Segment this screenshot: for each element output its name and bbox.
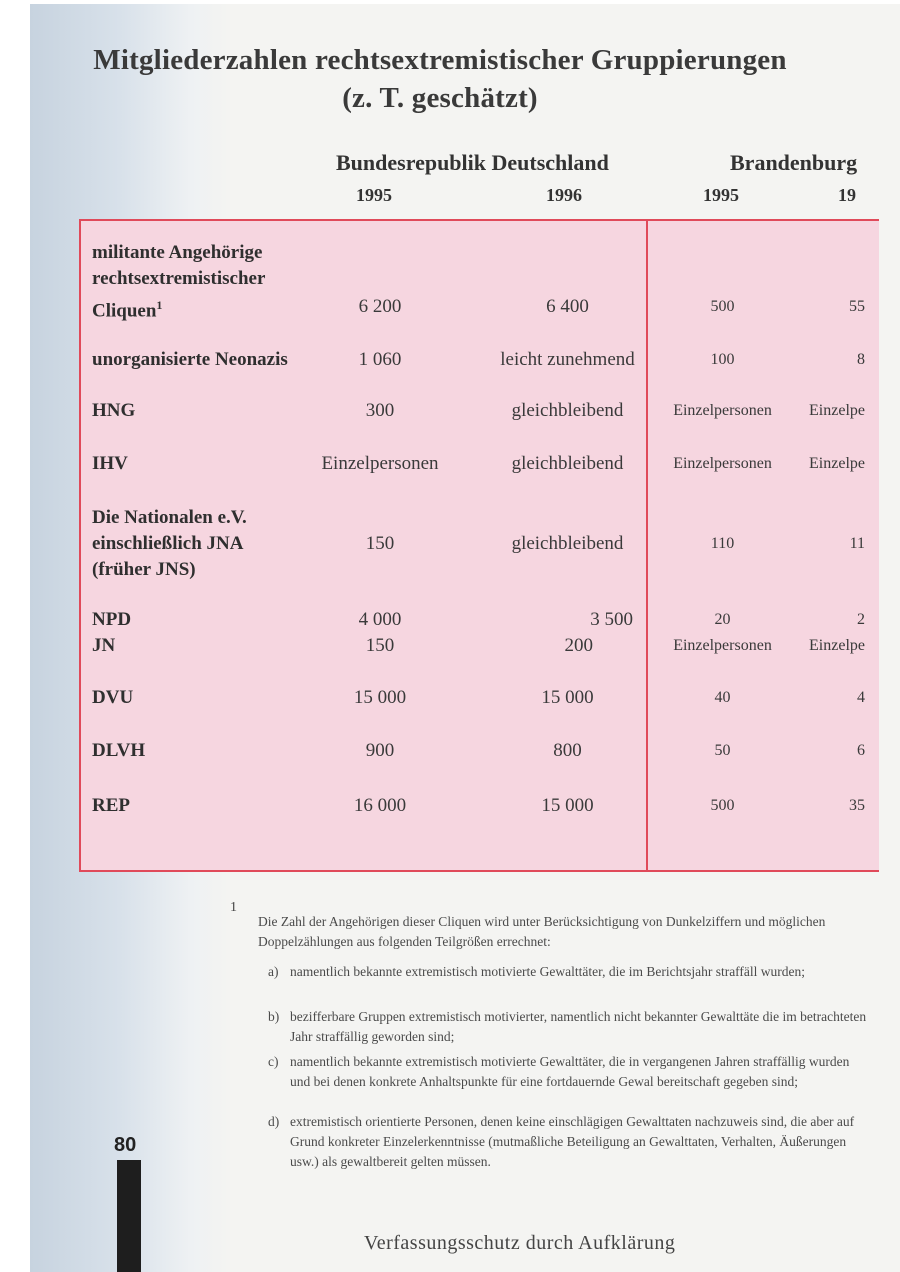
- year-brd-1995: 1995: [356, 185, 392, 205]
- row-label-ihv: IHV: [92, 453, 128, 474]
- table-cell: gleichbleibend: [511, 533, 624, 554]
- table-cell: Einzelpe: [809, 455, 865, 472]
- table-cell: 6 200: [358, 296, 402, 317]
- table-cell: 200: [564, 635, 593, 656]
- table-cell: 3 500: [590, 609, 633, 630]
- table-cell: 40: [714, 689, 731, 706]
- header-brandenburg: Brandenburg: [730, 150, 858, 175]
- row-label-nationalen: Die Nationalen e.V. einschließlich JNA (früher JNS): [92, 507, 247, 580]
- table-cell: gleichbleibend: [511, 453, 624, 474]
- table-cell: 800: [553, 740, 582, 761]
- table-cell: 900: [365, 740, 395, 761]
- row-label-npd: NPD: [92, 609, 132, 630]
- row-label-hng: HNG: [92, 400, 136, 421]
- table-cell: Einzelpersonen: [673, 402, 772, 419]
- table-cell: 100: [710, 351, 735, 368]
- table-cell: 110: [710, 535, 735, 552]
- page-title: Mitgliederzahlen rechtsextremistischer Gruppierungen: [93, 44, 787, 76]
- table-cell: 500: [710, 298, 735, 315]
- table-cell: 55: [849, 298, 865, 315]
- page-subtitle: (z. T. geschätzt): [342, 82, 538, 114]
- table-cell: 35: [849, 797, 865, 814]
- table-cell: 15 000: [541, 795, 594, 816]
- table-cell: 15 000: [353, 687, 407, 708]
- row-label-militante: militante Angehörige rechtsextremistischer Cliquen$^1$: [92, 242, 266, 322]
- table-cell: 150: [365, 533, 395, 554]
- table-cell: 20: [714, 611, 731, 628]
- row-label-dlvh: DLVH: [92, 740, 146, 761]
- table-cell: 16 000: [353, 795, 407, 816]
- table-cell: 50: [714, 742, 731, 759]
- table-cell: 300: [365, 400, 395, 421]
- table-cell: Einzelpersonen: [673, 637, 772, 654]
- table-cell: gleichbleibend: [511, 400, 624, 421]
- table-cell: 150: [365, 635, 395, 656]
- table-cell: 4: [857, 689, 865, 706]
- table-cell: Einzelpe: [809, 402, 865, 419]
- table-cell: Einzelpersonen: [673, 455, 772, 472]
- table-cell: 1 060: [358, 349, 402, 370]
- table-cell: 500: [710, 797, 735, 814]
- table-cell: 2: [857, 611, 865, 628]
- header-brd: Bundesrepublik Deutschland: [336, 150, 609, 175]
- table-cell: Einzelpersonen: [321, 453, 439, 474]
- table-cell: 6: [857, 742, 865, 759]
- page-number: 80: [114, 1134, 137, 1156]
- year-bb-1995: 1995: [703, 185, 739, 205]
- page-footer: Verfassungsschutz durch Aufklärung: [364, 1232, 676, 1254]
- footnote-intro: Die Zahl der Angehörigen dieser Cliquen wird unter Berücksichtigung von Dunkelziffern und möglichen Doppelzählungen aus folgenden Teilgrößen errechnet:: [258, 914, 826, 949]
- table-cell: leicht zunehmend: [500, 349, 635, 370]
- year-bb-1996: 19: [838, 185, 856, 205]
- row-label-jn: JN: [92, 635, 116, 656]
- table-cell: 8: [857, 351, 865, 368]
- table-cell: 11: [849, 535, 865, 552]
- year-brd-1996: 1996: [546, 185, 582, 205]
- page-number-bar: [117, 1160, 141, 1272]
- table-cell: 15 000: [541, 687, 594, 708]
- footnote-mark: 1: [230, 900, 237, 915]
- table-cell: 4 000: [358, 609, 402, 630]
- row-label-neonazis: unorganisierte Neonazis: [92, 349, 288, 370]
- row-label-dvu: DVU: [92, 687, 134, 708]
- table-cell: 6 400: [546, 296, 589, 317]
- table-cell: Einzelpe: [809, 637, 865, 654]
- row-label-rep: REP: [92, 795, 130, 816]
